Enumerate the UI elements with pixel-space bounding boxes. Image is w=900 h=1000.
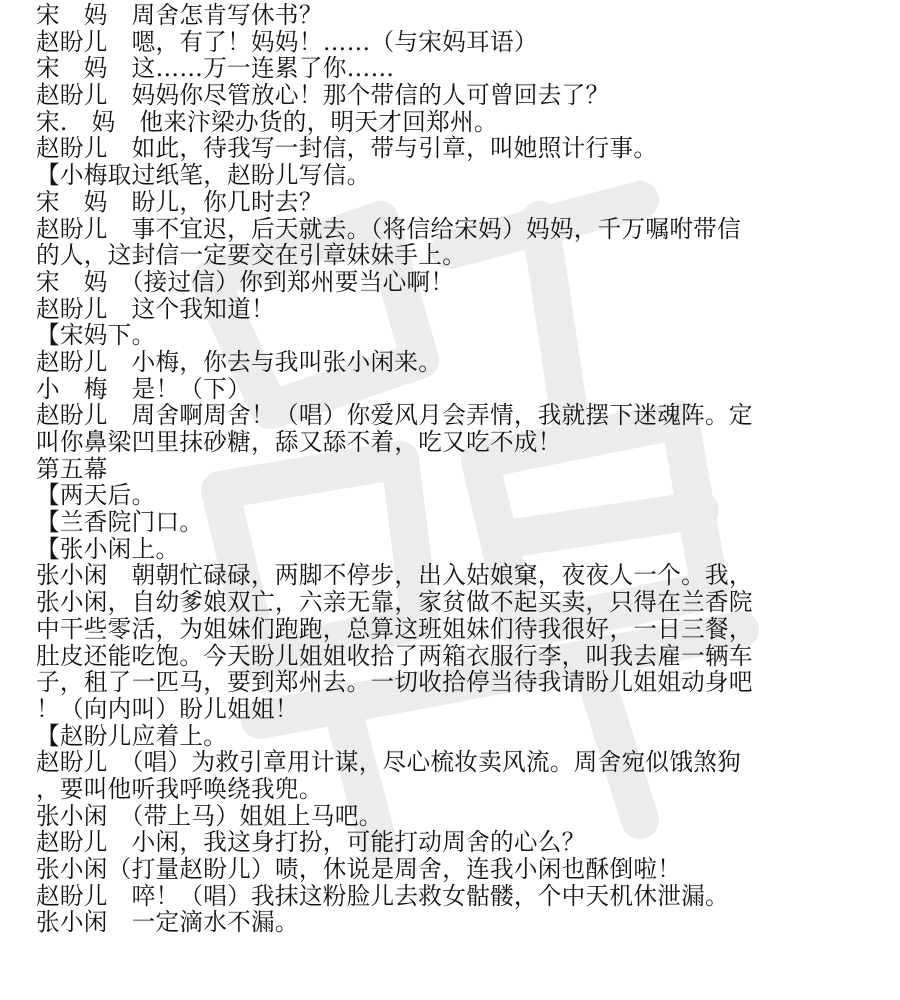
stage-direction-line: 【宋妈下。 <box>36 321 156 350</box>
text-line: 赵盼儿 （唱）为救引章用计谋，尽心梳妆卖风流。周舍宛似饿煞狗 <box>36 748 742 777</box>
text-line: 肚皮还能吃饱。今天盼儿姐姐收拾了两箱衣服行李，叫我去雇一辆车 <box>36 641 753 670</box>
stage-direction-line: 【两天后。 <box>36 481 156 510</box>
text-line: 中干些零活，为姐妹们跑跑，总算这班姐妹们待我很好，一日三餐， <box>36 614 753 643</box>
text-line: ，要叫他听我呼唤绕我兜。 <box>36 774 323 803</box>
script-text-body <box>36 2 886 936</box>
text-line: 张小闲 一定滴水不漏。 <box>36 908 299 937</box>
text-line: 张小闲 朝朝忙碌碌，两脚不停步，出入姑娘窠，夜夜人一个。我， <box>36 561 753 590</box>
text-line: 宋. 妈 他来汴梁办货的，明天才回郑州。 <box>36 107 498 136</box>
text-line: 叫你鼻梁凹里抹砂糖，舔又舔不着，吃又吃不成！ <box>36 428 562 456</box>
stage-direction-line: 【兰香院门口。 <box>36 508 204 537</box>
text-line: 小 梅 是！（下） <box>36 374 252 403</box>
text-line: 的人，这封信一定要交在引章妹妹手上。 <box>36 241 467 270</box>
text-line: 赵盼儿 这个我知道！ <box>36 294 275 323</box>
text-line: 宋 妈 这……万一连累了你…… <box>36 54 395 83</box>
text-line: ！（向内叫）盼儿姐姐！ <box>36 694 299 723</box>
stage-direction-line: 【张小闲上。 <box>36 534 180 563</box>
text-line: 宋 妈 （接过信）你到郑州要当心啊！ <box>36 267 455 296</box>
text-line: 赵盼儿 事不宜迟，后天就去。（将信给宋妈）妈妈，千万嘱咐带信 <box>36 214 742 243</box>
text-line: 张小闲 （带上马）姐姐上马吧。 <box>36 801 383 830</box>
text-line: 赵盼儿 如此，待我写一封信，带与引章，叫她照计行事。 <box>36 134 658 163</box>
stage-direction-line: 【小梅取过纸笔，赵盼儿写信。 <box>36 161 371 190</box>
text-line: 子，租了一匹马，要到郑州去。一切收拾停当待我请盼儿姐姐动身吧 <box>36 668 753 697</box>
text-line: 张小闲，自幼爹娘双亡，六亲无靠，家贫做不起买卖，只得在兰香院 <box>36 588 753 617</box>
text-line: 赵盼儿 啐！（唱）我抹这粉脸儿去救女骷髅，个中天机休泄漏。 <box>36 881 729 910</box>
stage-direction-line: 【赵盼儿应着上。 <box>36 721 228 750</box>
text-line: 宋 妈 盼儿，你几时去？ <box>36 187 323 216</box>
act-heading: 第五幕 <box>36 454 108 483</box>
text-line: 宋 妈 周舍怎肯写休书？ <box>36 1 323 29</box>
text-line: 赵盼儿 妈妈你尽管放心！那个带信的人可曾回去了？ <box>36 81 610 110</box>
text-line: 赵盼儿 周舍啊周舍！（唱）你爱风月会弄情，我就摆下迷魂阵。定 <box>36 401 753 430</box>
text-line: 赵盼儿 嗯，有了！妈妈！……（与宋妈耳语） <box>36 27 538 56</box>
text-line: 赵盼儿 小梅，你去与我叫张小闲来。 <box>36 347 443 376</box>
text-line: 赵盼儿 小闲，我这身打扮，可能打动周舍的心么？ <box>36 828 586 857</box>
text-line: 张小闲（打量赵盼儿）啧，休说是周舍，连我小闲也酥倒啦！ <box>36 855 682 883</box>
